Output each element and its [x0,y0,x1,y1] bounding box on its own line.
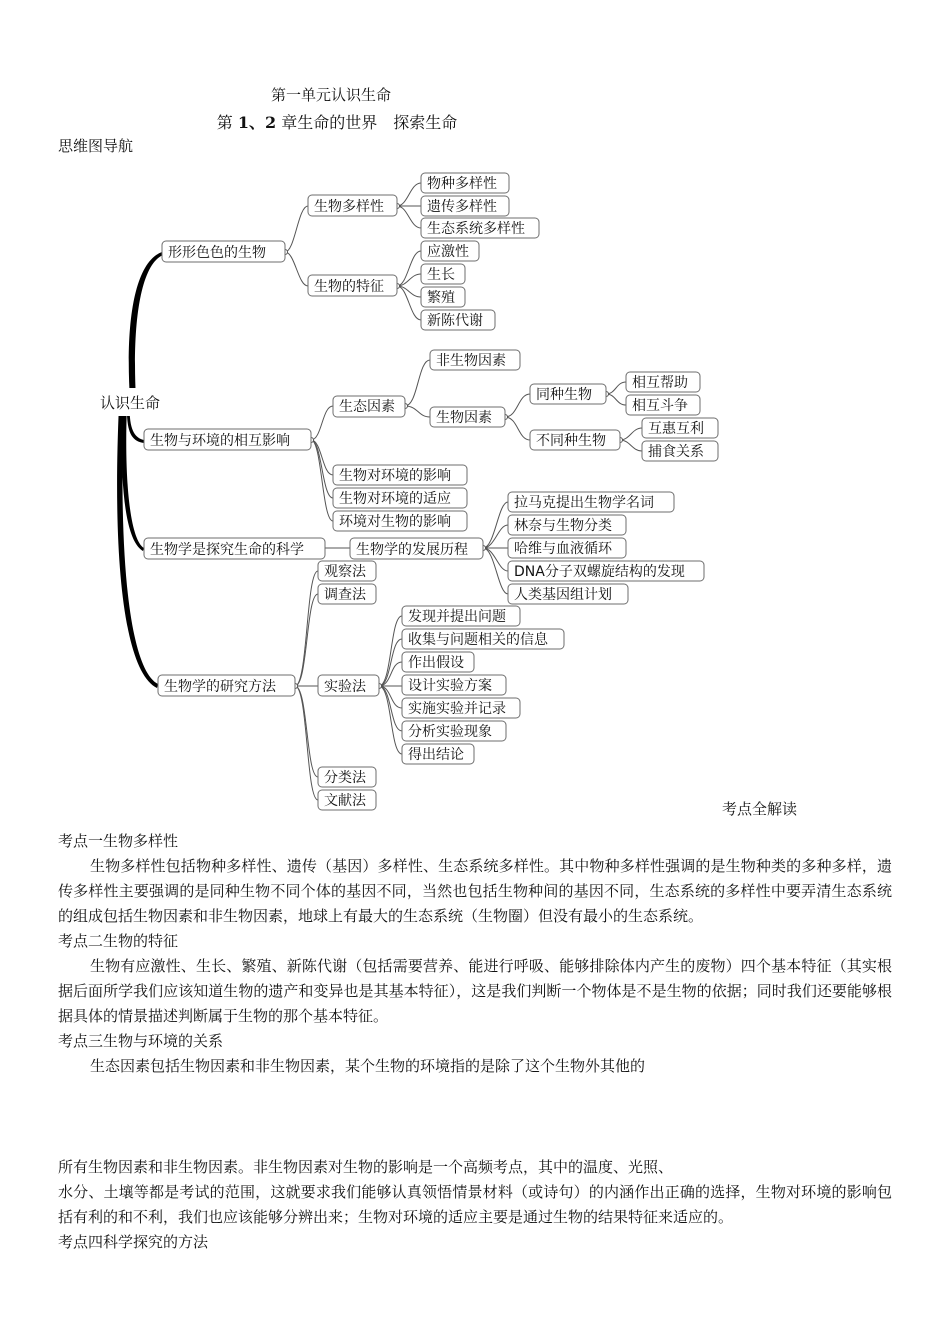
node-label: 生物多样性 [314,199,384,215]
node-n3a [350,538,483,559]
section-heading: 考点三生物与环境的关系 [58,1032,224,1050]
node-label: 生物因素 [436,410,492,426]
node-label: 实施实验并记录 [408,701,506,717]
node-label: 相互斗争 [632,398,688,414]
section-paragraph: 生态因素包括生物因素和非生物因素，某个生物的环境指的是除了这个生物外其他的 [90,1057,646,1075]
node-n3 [144,538,325,559]
node-n2a2a2 [626,395,700,415]
node-n2 [144,429,311,450]
node-n4c2 [402,629,564,649]
node-label: 生态系统多样性 [427,221,525,237]
node-label: 生物学的研究方法 [164,679,276,695]
node-n1 [162,241,285,262]
node-n2c [333,488,467,508]
node-label: 生物对环境的适应 [339,491,451,507]
node-label: 哈维与血液循环 [514,541,612,557]
node-n2a1 [430,350,520,370]
node-n4c6 [402,721,506,741]
node-n2d [333,511,467,531]
node-label: 生物学是探究生命的科学 [150,542,304,558]
node-label: 生物学的发展历程 [356,542,468,558]
node-n2a2b2 [642,441,718,461]
node-n4e [318,790,376,810]
root-trunk [117,252,163,688]
node-label: 分析实验现象 [408,724,492,740]
node-label: 设计实验方案 [408,678,492,694]
node-label: 文献法 [324,793,366,809]
node-label: 捕食关系 [648,444,704,460]
node-n4c5 [402,698,520,718]
root-label: 认识生命 [100,394,161,412]
node-label: 环境对生物的影响 [339,514,451,530]
node-n3a1 [508,492,674,512]
node-n4d [318,767,376,787]
node-label: 形形色色的生物 [168,245,266,261]
node-label: 繁殖 [427,290,455,306]
mindmap-label: 思维图导航 [58,137,134,155]
node-label: 生物与环境的相互影响 [150,433,290,449]
node-label: 非生物因素 [436,353,506,369]
node-label: DNA分子双螺旋结构的发现 [514,564,685,580]
node-n4 [158,675,295,696]
node-n1b [308,275,397,296]
mindmap-root [72,388,198,416]
node-n3a4 [508,561,704,581]
node-n1b4 [421,310,495,330]
node-n4b [318,584,376,604]
node-n2a [333,396,405,417]
node-n4a [318,561,376,581]
node-n3a5 [508,584,628,604]
node-label: 林奈与生物分类 [514,518,612,534]
node-n3a2 [508,515,626,535]
node-n1a [308,195,397,216]
section-paragraph: 生物多样性包括物种多样性、遗传（基因）多样性、生态系统多样性。其中物种多样性强调的是生物种类的多种多样，遗传多样性主要强调的是同种生物不同个体的基因不同，当然也包括生物种间的基因不同，生态系统的多样性中要弄清生态系统的组成包括生物因素和非生物因素，地球上有最大的生态系统（生物圈）但没有最小的生态系统。 [58,857,892,925]
section-paragraph: 生物有应激性、生长、繁殖、新陈代谢（包括需要营养、能进行呼吸、能够排除体内产生的废物）四个基本特征（其实根据后面所学我们应该知道生物的遗产和变异也是其基本特征），这是我们判断一个物体是不是生物的依据；同时我们还要能够根据具体的情景描述判断属于生物的那个基本特征。 [58,957,892,1025]
node-label: 同种生物 [536,387,592,403]
node-n4c1 [402,606,520,626]
node-label: 相互帮助 [632,375,688,391]
node-n2a2 [430,407,505,427]
node-label: 实验法 [324,679,366,695]
node-n1b3 [421,287,465,307]
section-paragraph: 水分、土壤等都是考试的范围，这就要求我们能够认真领悟情景材料（或诗句）的内涵作出正确的选择，生物对环境的影响包括有利的和不利，我们也应该能够分辨出来；生物对环境的适应主要是通过生物的结果特征来适应的。 [58,1183,892,1226]
node-n1a3 [421,218,539,238]
node-label: 生态因素 [339,399,395,415]
node-n1b1 [421,241,479,261]
node-label: 分类法 [324,770,366,786]
node-n4c3 [402,652,474,672]
chapter-title-prefix: 第 [216,113,238,132]
node-n4c4 [402,675,506,695]
node-label: 观察法 [324,564,366,580]
kaodian-label: 考点全解读 [722,800,798,818]
node-n2a2b [530,430,620,450]
mind-map [0,160,950,820]
chapter-title-number: 1、2 [237,113,277,132]
node-label: 生物的特征 [314,279,384,295]
section-heading: 考点二生物的特征 [58,932,179,950]
node-label: 得出结论 [408,747,464,763]
node-label: 应激性 [427,244,469,260]
section-heading: 考点一生物多样性 [58,832,179,850]
chapter-title-rest: 章生命的世界 探索生命 [276,113,458,132]
node-n2a2a [530,384,606,404]
node-n2a2b1 [642,418,718,438]
node-n3a3 [508,538,626,558]
unit-title: 第一单元认识生命 [270,86,391,104]
section-1-2-3 [58,829,892,1079]
node-label: 互惠互利 [648,421,704,437]
section-paragraph: 所有生物因素和非生物因素。非生物因素对生物的影响是一个高频考点，其中的温度、光照、 [58,1158,674,1176]
node-n4c [318,675,379,696]
node-label: 遗传多样性 [427,199,497,215]
node-n4c7 [402,744,474,764]
node-label: 新陈代谢 [427,313,483,329]
node-label: 生物对环境的影响 [339,468,451,484]
chapter-title [0,110,674,133]
node-label: 发现并提出问题 [408,609,506,625]
node-label: 物种多样性 [427,176,497,192]
node-label: 拉马克提出生物学名词 [514,495,654,511]
node-label: 人类基因组计划 [514,587,612,603]
node-label: 生长 [427,267,455,283]
node-label: 收集与问题相关的信息 [408,632,548,648]
node-label: 不同种生物 [536,433,606,449]
node-n2b [333,465,467,485]
node-label: 调查法 [324,587,366,603]
section-heading: 考点四科学探究的方法 [58,1233,209,1251]
section-3-continued [58,1155,892,1255]
node-label: 作出假设 [408,655,464,671]
node-n2a2a1 [626,372,700,392]
node-n1b2 [421,264,465,284]
node-n1a2 [421,196,509,216]
node-n1a1 [421,173,509,193]
